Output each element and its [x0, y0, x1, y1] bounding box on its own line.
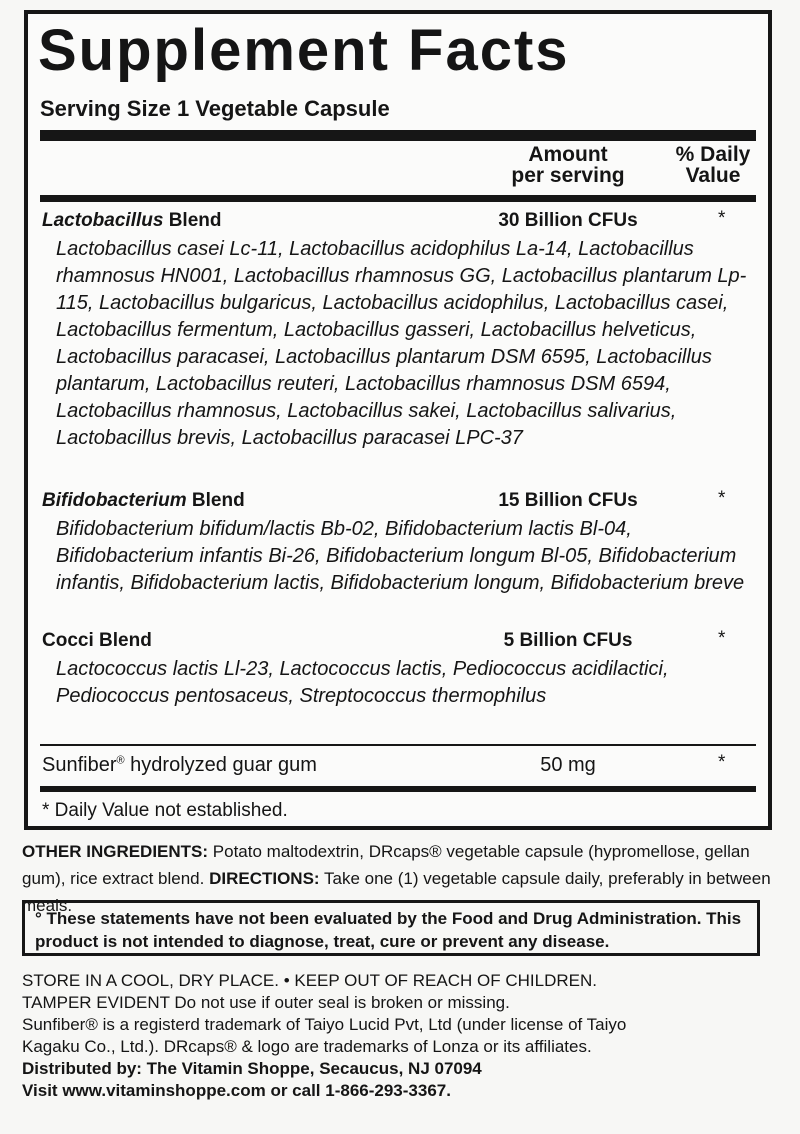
amount-header-line2: per serving [511, 164, 625, 187]
sunfiber-name: Sunfiber [42, 754, 117, 776]
blend-name-italic: Lactobacillus [42, 210, 164, 231]
bottom-divider [40, 786, 756, 792]
blend-dv: * [718, 628, 726, 649]
blend-name-cocci [42, 630, 152, 652]
dv-header-line2: Value [685, 164, 741, 187]
blend-amount: 5 Billion CFUs [503, 630, 633, 651]
sunfiber-desc: hydrolyzed guar gum [124, 754, 317, 776]
medium-divider [40, 195, 756, 202]
sunfiber-row [42, 754, 317, 777]
amount-header-line1: Amount [528, 143, 608, 166]
blend-name-lactobacillus [42, 210, 221, 232]
distributor: Distributed by: The Vitamin Shoppe, Secaucus, NJ 07094 [22, 1059, 482, 1078]
blend-amount: 30 Billion CFUs [498, 210, 638, 231]
directions-label: DIRECTIONS: [209, 869, 320, 888]
sunfiber-dv: * [718, 752, 726, 773]
serving-size: Serving Size 1 Vegetable Capsule [40, 96, 390, 121]
blend-name-suffix: Blend [186, 490, 245, 511]
supplement-facts-panel [24, 10, 772, 830]
daily-value-header [658, 144, 768, 186]
thin-divider [40, 744, 756, 746]
blend-name-italic: Bifidobacterium [42, 490, 187, 511]
dv-header-line1: % Daily [675, 143, 751, 166]
daily-value-footnote: * Daily Value not established. [42, 800, 288, 821]
blend-strains: Lactococcus lactis Ll-23, Lactococcus lactis, Pediococcus acidilactici, Pediococcus pentosaceus, Streptococcus thermophilus [56, 658, 669, 707]
contact-info: Visit www.vitaminshoppe.com or call 1-866-293-3367. [22, 1081, 451, 1100]
thick-divider [40, 130, 756, 141]
amount-header [488, 144, 648, 186]
blend-name-suffix: Blend [163, 210, 222, 231]
blend-name-bifidobacterium [42, 490, 245, 512]
ingredients-text: Potato maltodextrin, DRcaps® vegetable capsule (hypromellose, gellan gum), rice extract blend. [22, 842, 750, 888]
sunfiber-amount: 50 mg [540, 754, 596, 776]
blend-dv: * [718, 208, 726, 229]
ingredients-label: OTHER INGREDIENTS: [22, 842, 209, 861]
trademark-line1: Sunfiber® is a registerd trademark of Taiyo Lucid Pvt, Ltd (under license of Taiyo [22, 1015, 627, 1034]
trademark-line2: Kagaku Co., Ltd.). DRcaps® & logo are trademarks of Lonza or its affiliates. [22, 1037, 592, 1056]
panel-title: Supplement Facts [38, 18, 570, 83]
tamper-warning: TAMPER EVIDENT Do not use if outer seal is broken or missing. [22, 993, 510, 1012]
blend-name-suffix: Cocci Blend [42, 630, 152, 651]
blend-strains: Lactobacillus casei Lc-11, Lactobacillus acidophilus La-14, Lactobacillus rhamnosus HN001, Lactobacillus rhamnosus GG, Lactobacillus plantarum Lp-115, Lactobacillus bulgaricus, Lactobacillus acidophilus, Lactobacillus casei, Lactobacillus fermentum, Lactobacillus gasseri, Lactobacillus helveticus, Lactobacillus paracasei, Lactobacillus plantarum DSM 6595, Lactobacillus plantarum, Lactobacillus reuteri, Lactobacillus rhamnosus DSM 6594, Lactobacillus rhamnosus, Lactobacillus sakei, Lactobacillus salivarius, Lactobacillus brevis, Lactobacillus paracasei LPC-37 [56, 238, 747, 449]
blend-dv: * [718, 488, 726, 509]
footer-info [22, 970, 782, 1102]
blend-strains: Bifidobacterium bifidum/lactis Bb-02, Bifidobacterium lactis Bl-04, Bifidobacterium infantis Bi-26, Bifidobacterium longum Bl-05, Bifidobacterium infantis, Bifidobacterium lactis, Bifidobacterium longum, Bifidobacterium breve [56, 518, 745, 594]
directions-text: Take one (1) vegetable capsule daily, preferably in between meals. [22, 869, 771, 915]
registered-mark: ® [116, 754, 125, 767]
storage-warning: STORE IN A COOL, DRY PLACE. • KEEP OUT OF REACH OF CHILDREN. [22, 971, 597, 990]
fda-disclaimer: ° These statements have not been evaluated by the Food and Drug Administration. This product is not intended to diagnose, treat, cure or prevent any disease. [22, 900, 760, 956]
blend-amount: 15 Billion CFUs [498, 490, 638, 511]
